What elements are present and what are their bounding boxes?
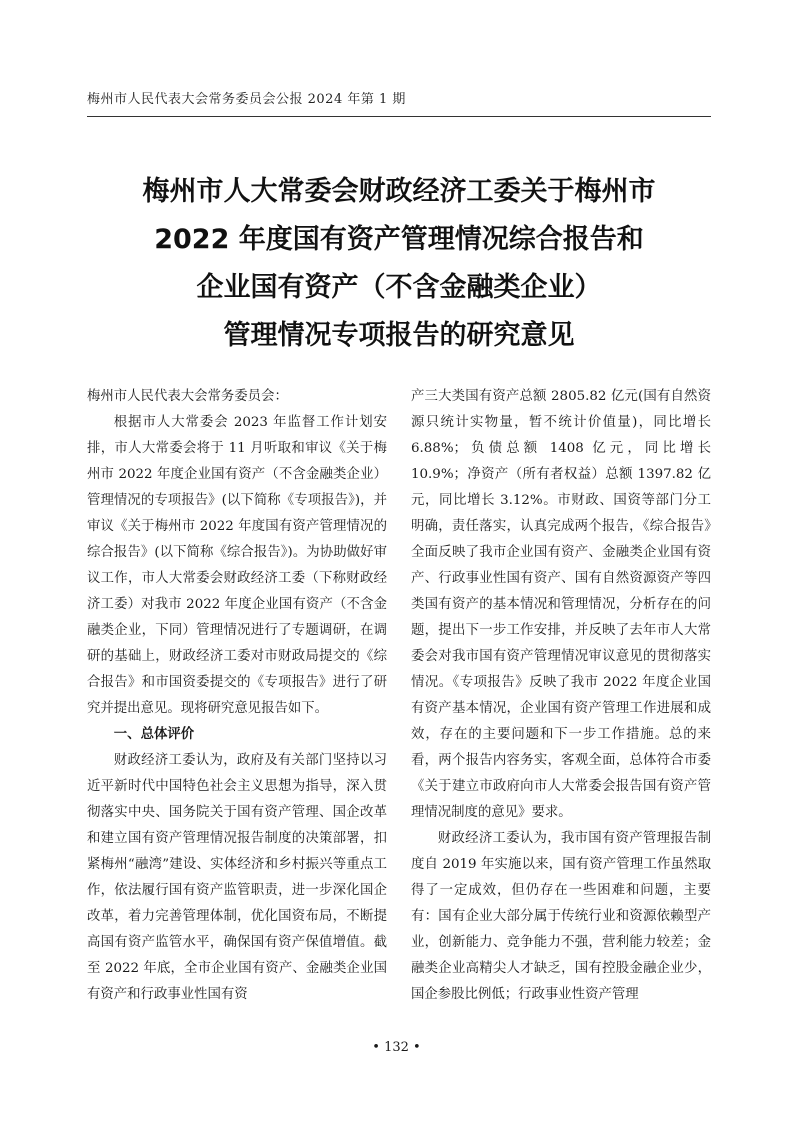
title-line-1: 梅州市人大常委会财政经济工委关于梅州市 bbox=[142, 176, 656, 207]
salutation: 梅州市人民代表大会常务委员会： bbox=[87, 389, 288, 404]
title-line-3: 企业国有资产（不含金融类企业） bbox=[196, 272, 602, 303]
paragraph-problems: 财政经济工委认为，我市国有资产管理报告制度自 2019 年实施以来，国有资产管理工作虽然取得了一定成效，但仍存在一些困难和问题，主要有：国有企业大部分属于传统行业和资源依赖型产业，创新能力、竞争能力不强，营利能力较差；金融类企业高精尖人才缺乏，国有控股金融企业少，国企参股比例低；行政事业性资产管理 bbox=[411, 831, 711, 1002]
document-title bbox=[87, 168, 711, 360]
page-number: • 132 • bbox=[372, 1040, 421, 1055]
journal-header: 梅州市人民代表大会常务委员会公报 2024 年第 1 期 bbox=[87, 92, 406, 107]
section-heading-overall-evaluation: 一、总体评价 bbox=[113, 727, 195, 742]
paragraph-evaluation: 财政经济工委认为，政府及有关部门坚持以习近平新时代中国特色社会主义思想为指导，深入贯彻落实中央、国务院关于国有资产管理、国企改革和建立国有资产管理情况报告制度的决策部署，扣紧梅州“融湾”建设、实体经济和乡村振兴等重点工作，依法履行国有资产监管职责，进一步深化国企改革，着力完善管理体制，优化国资布局，不断提高国有资产监管水平，确保国有资产保值增值。截至 2022 年底，全市企业国有资产、金融类企业国有资产和行政事业性国有资 bbox=[87, 753, 387, 1002]
paragraph-evaluation-continued: 产三大类国有资产总额 2805.82 亿元(国有自然资源只统计实物量，暂不统计价值量)，同比增长 6.88%；负债总额 1408 亿元，同比增长 10.9%；净资产（所有者权益）总额 1397.82 亿元，同比增长 3.12%。市财政、国资等部门分工明确，责任落实，认真完成两个报告，《综合报告》全面反映了我市企业国有资产、金融类企业国有资产、行政事业性国有资产、国有自然资源资产等四类国有资产的基本情况和管理情况，分析存在的问题，提出下一步工作安排，并反映了去年市人大常委会对我市国有资产管理情况审议意见的贯彻落实情况。《专项报告》反映了我市 2022 年度企业国有资产基本情况，企业国有资产管理工作进展和成效，存在的主要问题和下一步工作措施。总的来看，两个报告内容务实，客观全面，总体符合市委《关于建立市政府向市人大常委会报告国有资产管理情况制度的意见》要求。 bbox=[411, 389, 711, 820]
title-line-4: 管理情况专项报告的研究意见 bbox=[223, 320, 575, 351]
title-line-2: 2022 年度国有资产管理情况综合报告和 bbox=[154, 224, 644, 255]
left-column bbox=[87, 384, 387, 1008]
header-divider bbox=[87, 116, 711, 117]
right-column bbox=[411, 384, 711, 1008]
paragraph-intro: 根据市人大常委会 2023 年监督工作计划安排，市人大常委会将于 11 月听取和审议《关于梅州市 2022 年度企业国有资产（不含金融类企业）管理情况的专项报告》(以下简称《专项报告》)，并审议《关于梅州市 2022 年度国有资产管理情况的综合报告》(以下简称《综合报告》)。为协助做好审议工作，市人大常委会财政经济工委（下称财政经济工委）对我市 2022 年度企业国有资产（不含金融类企业，下同）管理情况进行了专题调研，在调研的基础上，财政经济工委对市财政局提交的《综合报告》和市国资委提交的《专项报告》进行了研究并提出意见。现将研究意见报告如下。 bbox=[87, 415, 387, 716]
